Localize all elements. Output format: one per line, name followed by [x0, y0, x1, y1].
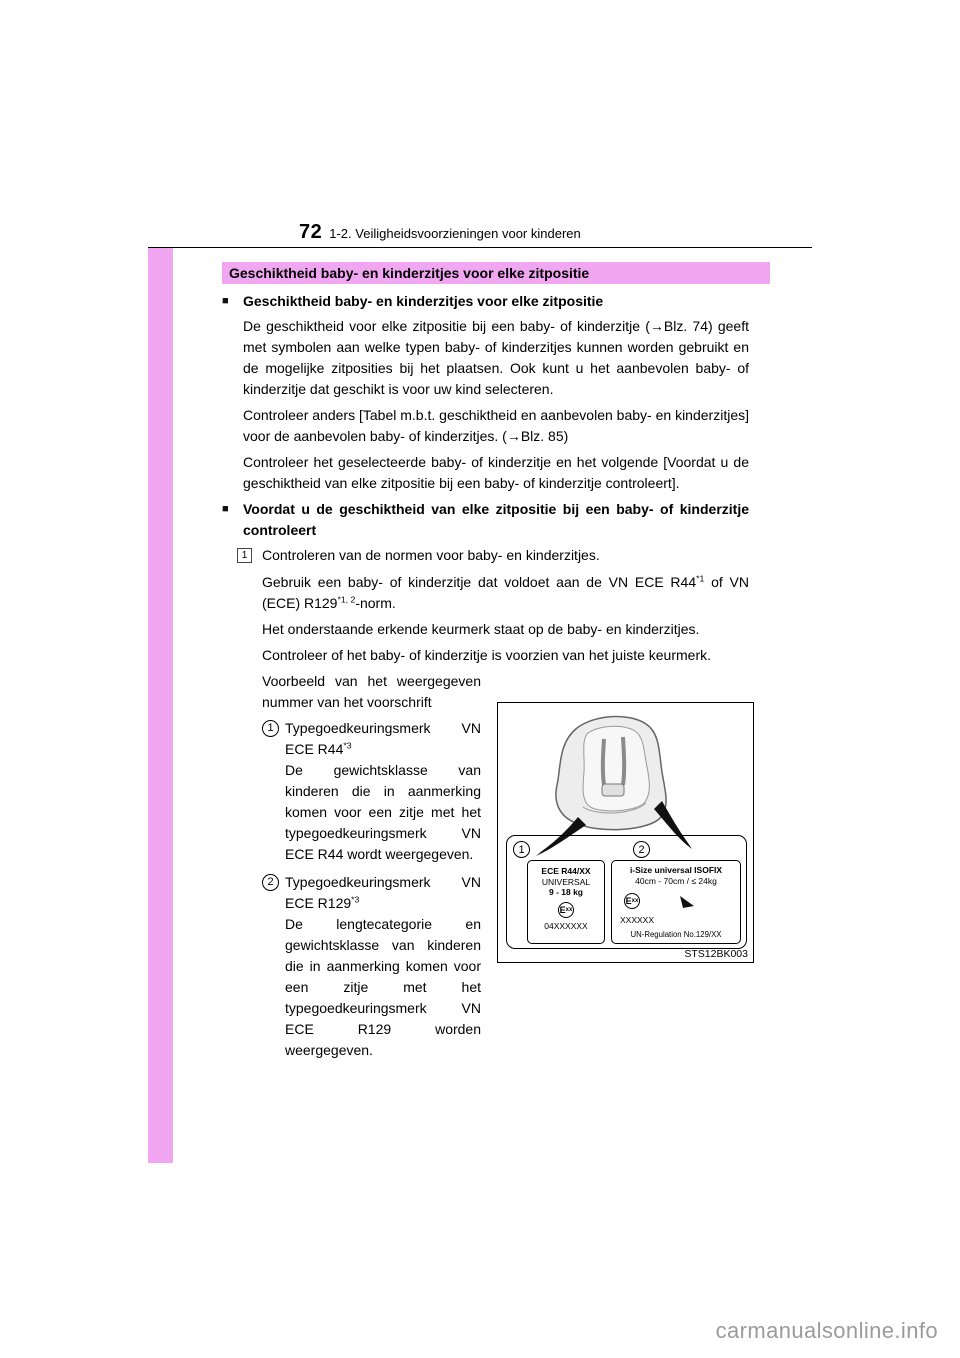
watermark: carmanualsonline.info — [715, 1318, 938, 1343]
circled-number-1: 1 — [262, 720, 279, 737]
approval-code: XXXXXX — [620, 915, 655, 925]
figure-keurmerk — [497, 702, 754, 963]
item-title: Typegoedkeuringsmerk VN ECE R129$^{*3}$ — [285, 874, 481, 911]
figure-callout-1: 1 — [513, 841, 530, 858]
chapter-color-bar — [148, 248, 173, 1163]
item-text: De lengtecategorie en gewichtsklasse van kinderen die in aanmerking komen voor een zitje met het typegoedkeuringsmerk VN ECE R129 worden weergegeven. — [285, 916, 481, 1058]
ece-r44-approval-label — [527, 860, 605, 944]
paragraph: Gebruik een baby- of kinderzitje dat voldoet aan de VN ECE R44$^{*1}$ of VN (ECE) R129$^{*1, 2}$-norm. — [262, 573, 750, 611]
header-rule — [148, 247, 812, 248]
list-item-1-body — [285, 718, 481, 865]
approval-code: 04XXXXXX — [544, 920, 588, 931]
label-line: ECE R44/XX — [541, 866, 591, 876]
paragraph: Controleer anders [Tabel m.b.t. geschiktheid en aanbevolen baby- en kinderzitjes] voor de aanbevolen baby- of kinderzitjes. (→Blz. 85) — [243, 407, 749, 444]
paragraph: De geschiktheid voor elke zitpositie bij een baby- of kinderzitje (→Blz. 74) geeft met symbolen aan welke typen baby- of kinderzitjes kunnen worden gebruikt en de mogelijke zitposities bij het plaatsen. Ook kunt u het aanbevolen baby- of kinderzitje dat geschikt is voor uw kind selecteren. — [243, 318, 749, 397]
e-letter: E — [625, 896, 632, 906]
page-header — [299, 221, 581, 244]
step-title: Controleren van de normen voor baby- en kinderzitjes. — [262, 547, 600, 563]
label-line: i-Size universal ISOFIX — [629, 865, 723, 875]
paragraph: Het onderstaande erkende keurmerk staat op de baby- en kinderzitjes. — [262, 621, 700, 637]
e-letter: E — [559, 904, 566, 915]
section2-heading-text: Voordat u de geschiktheid van elke zitpositie bij een baby- of kinderzitje controleert — [243, 501, 749, 538]
figure-callout-2: 2 — [633, 841, 650, 858]
topic-banner-title: Geschiktheid baby- en kinderzitjes voor elke zitpositie — [229, 265, 590, 281]
topic-banner — [222, 262, 770, 284]
list-item-2 — [262, 872, 481, 1061]
figure-callout-panel — [506, 835, 747, 949]
example-intro: Voorbeeld van het weergegeven nummer van het voorschrift — [262, 673, 481, 710]
item-title: Typegoedkeuringsmerk VN ECE R44$^{*3}$ — [285, 720, 481, 757]
section1-heading-text: Geschiktheid baby- en kinderzitjes voor elke zitpositie — [243, 293, 604, 309]
label-line: 9 - 18 kg — [548, 887, 584, 897]
item-text: De gewichtsklasse van kinderen die in aanmerking komen voor een zitje met het typegoedkeuringsmerk VN ECE R44 wordt weergegeven. — [285, 762, 481, 862]
page-number: 72 — [299, 221, 323, 243]
bullet-square-icon: ■ — [222, 295, 229, 307]
regulation-text: UN-Regulation No.129/XX — [630, 930, 722, 939]
figure-caption: STS12BK003 — [684, 948, 748, 960]
pointer-arrow-icon — [678, 895, 696, 911]
step-number-box: 1 — [237, 548, 252, 563]
e-approval-mark-icon: E xx — [558, 902, 574, 918]
bullet-square-icon: ■ — [222, 503, 229, 515]
section-title: 1-2. Veiligheidsvoorzieningen voor kinderen — [329, 226, 581, 241]
circled-number-2: 2 — [262, 874, 279, 891]
step-1 — [237, 545, 749, 566]
list-item-2-body — [285, 872, 481, 1061]
paragraph: Controleer het geselecteerde baby- of kinderzitje en het volgende [Voordat u de geschiktheid van elke zitpositie bij een baby- of kinderzitje controleert]. — [243, 454, 749, 491]
label-line: UNIVERSAL — [541, 876, 591, 887]
paragraph: Controleer of het baby- of kinderzitje is voorzien van het juiste keurmerk. — [262, 647, 711, 663]
label-line: 40cm - 70cm / ≤ 24kg — [635, 875, 717, 886]
e-approval-mark-icon: E xx — [624, 893, 640, 909]
section2-heading — [222, 499, 749, 541]
section1-heading — [222, 291, 749, 312]
r129-approval-label — [611, 860, 741, 944]
left-column — [262, 671, 481, 1061]
list-item-1 — [262, 718, 481, 865]
